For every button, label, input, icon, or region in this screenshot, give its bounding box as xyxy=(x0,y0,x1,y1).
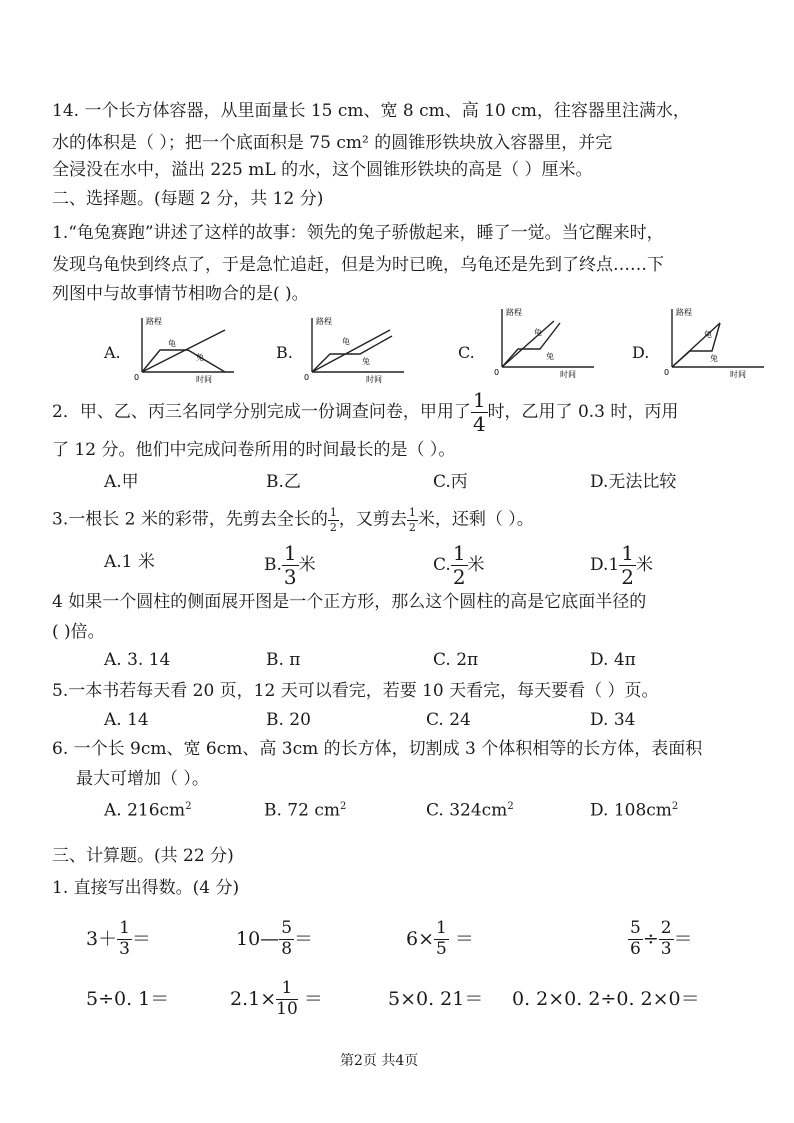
mc3-opt-c-frac xyxy=(451,543,468,588)
mc2-frac-den: 4 xyxy=(472,412,486,436)
mc3-f2-den: 2 xyxy=(408,520,416,534)
calc-e3-num: 1 xyxy=(436,918,447,938)
mc3-text-c: 米，还剩（ ）。 xyxy=(417,509,534,530)
calc-e6-frac xyxy=(276,980,298,1019)
mc3-opt-b-num: 1 xyxy=(283,541,297,565)
mc3-opt-b-frac xyxy=(282,543,299,588)
mc3-text-a: 3.一根长 2 米的彩带，先剪去全长的 xyxy=(52,509,328,530)
calc-expr-6[interactable] xyxy=(230,980,323,1019)
calc-e4-den2: 3 xyxy=(660,938,672,959)
calc-expr-3[interactable] xyxy=(406,920,474,959)
graph-a-hare: 兔 xyxy=(196,353,204,362)
section3-title: 三、计算题。(共 22 分) xyxy=(52,846,234,866)
calc-expr-4[interactable] xyxy=(628,920,693,959)
mc4-option-c[interactable]: C. 2π xyxy=(433,650,479,670)
mc6-opt-c-sup: 2 xyxy=(507,801,514,812)
graph-b-letter: B. xyxy=(276,343,293,362)
calc-e4-num1: 5 xyxy=(630,918,641,938)
mc1-line2: 发现乌龟快到终点了，于是急忙追赶，但是为时已晚，乌龟还是先到了终点……下 xyxy=(52,255,664,275)
calc-e6-den: 10 xyxy=(276,998,298,1019)
mc4-option-b[interactable]: B. π xyxy=(266,650,301,670)
graph-c-tortoise: 龟 xyxy=(534,328,542,337)
mc3-option-a[interactable]: A.1 米 xyxy=(104,552,155,572)
mc2-option-c[interactable]: C.丙 xyxy=(433,472,468,492)
mc6-option-a[interactable] xyxy=(104,802,192,820)
graph-a-xlabel: 时间 xyxy=(196,375,212,384)
mc6-opt-b-text: B. 72 cm xyxy=(264,800,340,821)
calc-e4-den1: 6 xyxy=(630,938,641,959)
calc-e1-den: 3 xyxy=(119,938,130,959)
mc2-text-b: 时，乙用了 0.3 时，丙用 xyxy=(487,402,679,422)
mc2-line2: 了 12 分。他们中完成问卷所用的时间最长的是（ ）。 xyxy=(52,440,456,460)
mc3-line1 xyxy=(52,507,534,533)
graph-d-xlabel: 时间 xyxy=(730,370,746,379)
calc-e4-op: ÷ xyxy=(642,927,659,950)
graph-a-tortoise: 龟 xyxy=(168,339,176,348)
q14-line2: 水的体积是（ ）；把一个底面积是 75 cm² 的圆锥形铁块放入容器里，并完 xyxy=(52,133,613,153)
mc3-opt-b-den: 3 xyxy=(283,565,297,589)
mc6-opt-d-text: D. 108cm xyxy=(590,800,672,821)
calc-e2-num: 5 xyxy=(281,918,293,938)
mc3-opt-d-frac xyxy=(619,543,636,588)
graph-b-tortoise: 龟 xyxy=(342,337,350,346)
mc3-f1-den: 2 xyxy=(329,520,337,534)
calc-e4-frac-1 xyxy=(628,920,643,959)
calc-expr-5[interactable]: 5÷0. 1＝ xyxy=(86,988,170,1010)
calc-expr-7[interactable]: 5×0. 21＝ xyxy=(388,988,484,1010)
calc-e6-num: 1 xyxy=(276,980,298,1000)
graph-c-ylabel: 路程 xyxy=(506,308,522,317)
mc5-option-a[interactable]: A. 14 xyxy=(104,710,149,730)
calc-e3-frac xyxy=(434,920,449,959)
graph-a-ylabel: 路程 xyxy=(146,317,162,326)
graph-a xyxy=(130,312,240,384)
mc6-opt-a-sup: 2 xyxy=(185,801,192,812)
calc-e4-num2: 2 xyxy=(660,918,672,938)
mc3-opt-d-den: 2 xyxy=(621,565,634,589)
section2-title: 二、选择题。(每题 2 分，共 12 分) xyxy=(52,189,324,209)
mc3-option-c[interactable] xyxy=(433,543,485,588)
calc-title: 1. 直接写出得数。(4 分) xyxy=(52,878,240,898)
mc2-line1 xyxy=(52,390,678,435)
graph-b-xlabel: 时间 xyxy=(366,375,382,384)
mc4-line1: 4 如果一个圆柱的侧面展开图是一个正方形，那么这个圆柱的高是它底面半径的 xyxy=(52,592,647,612)
graph-a-origin: 0 xyxy=(134,373,140,382)
mc3-opt-d-unit: 米 xyxy=(635,555,653,575)
mc6-option-d[interactable] xyxy=(590,802,678,820)
graph-c-hare: 兔 xyxy=(546,352,554,361)
mc1-line1: 1.“龟兔赛跑”讲述了这样的故事：领先的兔子骄傲起来，睡了一觉。当它醒来时， xyxy=(52,223,664,243)
calc-e6-eq: ＝ xyxy=(297,987,323,1010)
mc3-option-b[interactable] xyxy=(264,543,316,588)
calc-e1-pre: 3＋ xyxy=(86,927,118,950)
mc3-option-d[interactable] xyxy=(590,543,653,588)
graph-b xyxy=(300,312,410,384)
mc3-opt-c-num: 1 xyxy=(452,541,466,565)
calc-e2-frac xyxy=(279,920,294,959)
calc-e1-frac xyxy=(117,920,132,959)
calc-e4-eq: ＝ xyxy=(673,927,693,950)
calc-expr-1[interactable] xyxy=(86,920,151,959)
mc6-option-b[interactable] xyxy=(264,802,346,820)
graph-b-hare: 兔 xyxy=(362,357,370,366)
calc-expr-2[interactable] xyxy=(236,920,313,959)
graph-d-hare: 兔 xyxy=(710,354,718,363)
mc3-text-b: ，又剪去 xyxy=(338,509,407,530)
mc4-option-a[interactable]: A. 3. 14 xyxy=(104,650,171,670)
q14-line1: 14. 一个长方体容器，从里面量长 15 cm、宽 8 cm、高 10 cm，往容器里注满水， xyxy=(52,101,690,121)
mc6-opt-c-text: C. 324cm xyxy=(426,800,508,821)
graph-d-tortoise: 龟 xyxy=(704,330,712,339)
calc-e3-eq: ＝ xyxy=(448,927,474,950)
mc3-opt-c-den: 2 xyxy=(452,565,466,589)
calc-e3-pre: 6× xyxy=(406,927,435,950)
mc2-fraction xyxy=(471,390,488,435)
calc-e2-eq: ＝ xyxy=(294,927,314,950)
mc1-line3: 列图中与故事情节相吻合的是( )。 xyxy=(52,284,309,304)
graph-c-origin: 0 xyxy=(494,368,500,377)
calc-e2-pre: 10— xyxy=(236,927,280,950)
graph-d xyxy=(660,305,770,385)
q14-line3: 全浸没在水中，溢出 225 mL 的水，这个圆锥形铁块的高是（ ）厘米。 xyxy=(52,160,593,180)
mc4-option-d[interactable]: D. 4π xyxy=(590,650,636,670)
graph-d-ylabel: 路程 xyxy=(676,308,692,317)
mc3-fraction-2 xyxy=(407,507,418,533)
graph-c-xlabel: 时间 xyxy=(560,370,576,379)
graph-a-letter: A. xyxy=(104,343,121,362)
mc6-opt-b-sup: 2 xyxy=(339,801,347,812)
mc3-fraction-1 xyxy=(328,507,339,533)
mc4-line2: ( )倍。 xyxy=(52,622,105,642)
mc3-f2-num: 1 xyxy=(408,506,416,519)
calc-e1-eq: ＝ xyxy=(131,927,151,950)
mc3-f1-num: 1 xyxy=(329,506,337,519)
graph-c-letter: C. xyxy=(458,343,475,362)
graph-d-origin: 0 xyxy=(664,368,670,377)
graph-c xyxy=(490,305,600,385)
calc-e6-pre: 2.1× xyxy=(230,987,277,1010)
mc6-opt-a-text: A. 216cm xyxy=(104,800,186,821)
mc3-opt-b-unit: 米 xyxy=(298,555,316,575)
mc6-opt-d-sup: 2 xyxy=(671,801,679,812)
mc2-option-d[interactable]: D.无法比较 xyxy=(590,472,677,492)
mc3-opt-c-unit: 米 xyxy=(467,555,485,575)
mc2-text-a: 2．甲、乙、丙三名同学分别完成一份调查问卷，甲用了 xyxy=(52,402,471,422)
mc3-opt-d-letter: D.1 xyxy=(590,555,620,575)
mc2-option-b[interactable]: B.乙 xyxy=(266,472,301,492)
calc-e4-frac-2 xyxy=(659,920,674,959)
graph-b-origin: 0 xyxy=(304,373,310,382)
graph-d-letter: D. xyxy=(632,343,650,362)
mc5-option-b[interactable]: B. 20 xyxy=(266,710,311,730)
mc2-option-a[interactable]: A.甲 xyxy=(104,472,139,492)
page-footer: 第2页 共4页 xyxy=(340,1053,419,1069)
mc3-opt-d-num: 1 xyxy=(621,541,634,565)
mc6-line1: 6. 一个长 9cm、宽 6cm、高 3cm 的长方体，切割成 3 个体积相等的长方体，表面积 xyxy=(52,739,703,759)
mc5-line1: 5.一本书若每天看 20 页，12 天可以看完，若要 10 天看完，每天要看（ ）页。 xyxy=(52,681,659,701)
calc-expr-8[interactable]: 0. 2×0. 2÷0. 2×0＝ xyxy=(512,988,700,1010)
mc3-opt-c-letter: C. xyxy=(433,555,451,575)
mc2-frac-num: 1 xyxy=(472,388,486,412)
calc-e3-den: 5 xyxy=(436,938,447,959)
mc6-line2: 最大可增加（ ）。 xyxy=(76,769,209,789)
mc5-option-d[interactable]: D. 34 xyxy=(590,710,636,730)
mc6-option-c[interactable] xyxy=(426,802,514,820)
calc-e2-den: 8 xyxy=(281,938,293,959)
graph-b-ylabel: 路程 xyxy=(316,317,332,326)
calc-e1-num: 1 xyxy=(119,918,130,938)
mc5-option-c[interactable]: C. 24 xyxy=(426,710,471,730)
mc3-opt-b-letter: B. xyxy=(264,555,282,575)
